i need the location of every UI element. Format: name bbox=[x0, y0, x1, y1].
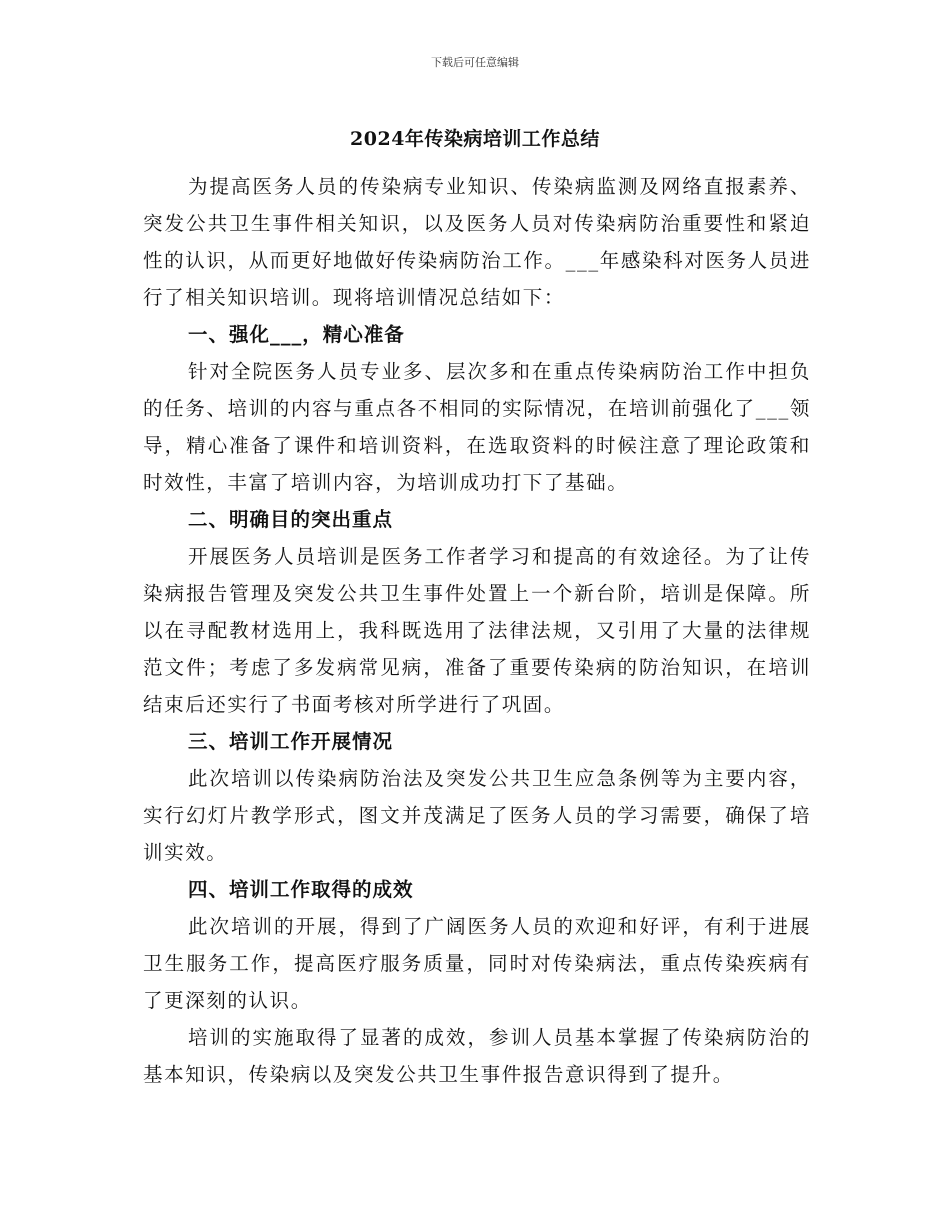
section-paragraph: 开展医务人员培训是医务工作者学习和提高的有效途径。为了让传染病报告管理及突发公共卫生事件处置上一个新台阶，培训是保障。所以在寻配教材选用上，我科既选用了法律法规，又引用了大量的法律规范文件；考虑了多发病常见病，准备了重要传染病的防治知识，在培训结束后还实行了书面考核对所学进行了巩固。 bbox=[143, 545, 811, 716]
section-heading: 一、强化___，精心准备 bbox=[188, 323, 405, 346]
document-title: 2024年传染病培训工作总结 bbox=[350, 128, 600, 150]
section-paragraph: 此次培训以传染病防治法及突发公共卫生应急条例等为主要内容，实行幻灯片教学形式，图文并茂满足了医务人员的学习需要，确保了培训实效。 bbox=[143, 767, 811, 864]
section-4 bbox=[143, 871, 811, 1093]
document-body bbox=[143, 168, 811, 1093]
section-heading: 三、培训工作开展情况 bbox=[188, 730, 394, 753]
section-paragraph: 针对全院医务人员专业多、层次多和在重点传染病防治工作中担负的任务、培训的内容与重点各不相同的实际情况，在培训前强化了___领导，精心准备了课件和培训资料，在选取资料的时候注意了理论政策和时效性，丰富了培训内容，为培训成功打下了基础。 bbox=[143, 360, 811, 494]
header-note: 下载后可任意编辑 bbox=[431, 56, 519, 69]
section-paragraph: 培训的实施取得了显著的成效，参训人员基本掌握了传染病防治的基本知识，传染病以及突发公共卫生事件报告意识得到了提升。 bbox=[143, 1026, 811, 1086]
section-2 bbox=[143, 501, 811, 723]
intro-paragraph: 为提高医务人员的传染病专业知识、传染病监测及网络直报素养、突发公共卫生事件相关知识，以及医务人员对传染病防治重要性和紧迫性的认识，从而更好地做好传染病防治工作。___年感染科对医务人员进行了相关知识培训。现将培训情况总结如下： bbox=[143, 175, 811, 309]
section-3 bbox=[143, 723, 811, 871]
section-paragraph: 此次培训的开展，得到了广阔医务人员的欢迎和好评，有利于进展卫生服务工作，提高医疗服务质量，同时对传染病法，重点传染疾病有了更深刻的认识。 bbox=[143, 915, 811, 1012]
section-1 bbox=[143, 316, 811, 501]
section-heading: 四、培训工作取得的成效 bbox=[188, 878, 414, 901]
section-heading: 二、明确目的突出重点 bbox=[188, 508, 394, 531]
